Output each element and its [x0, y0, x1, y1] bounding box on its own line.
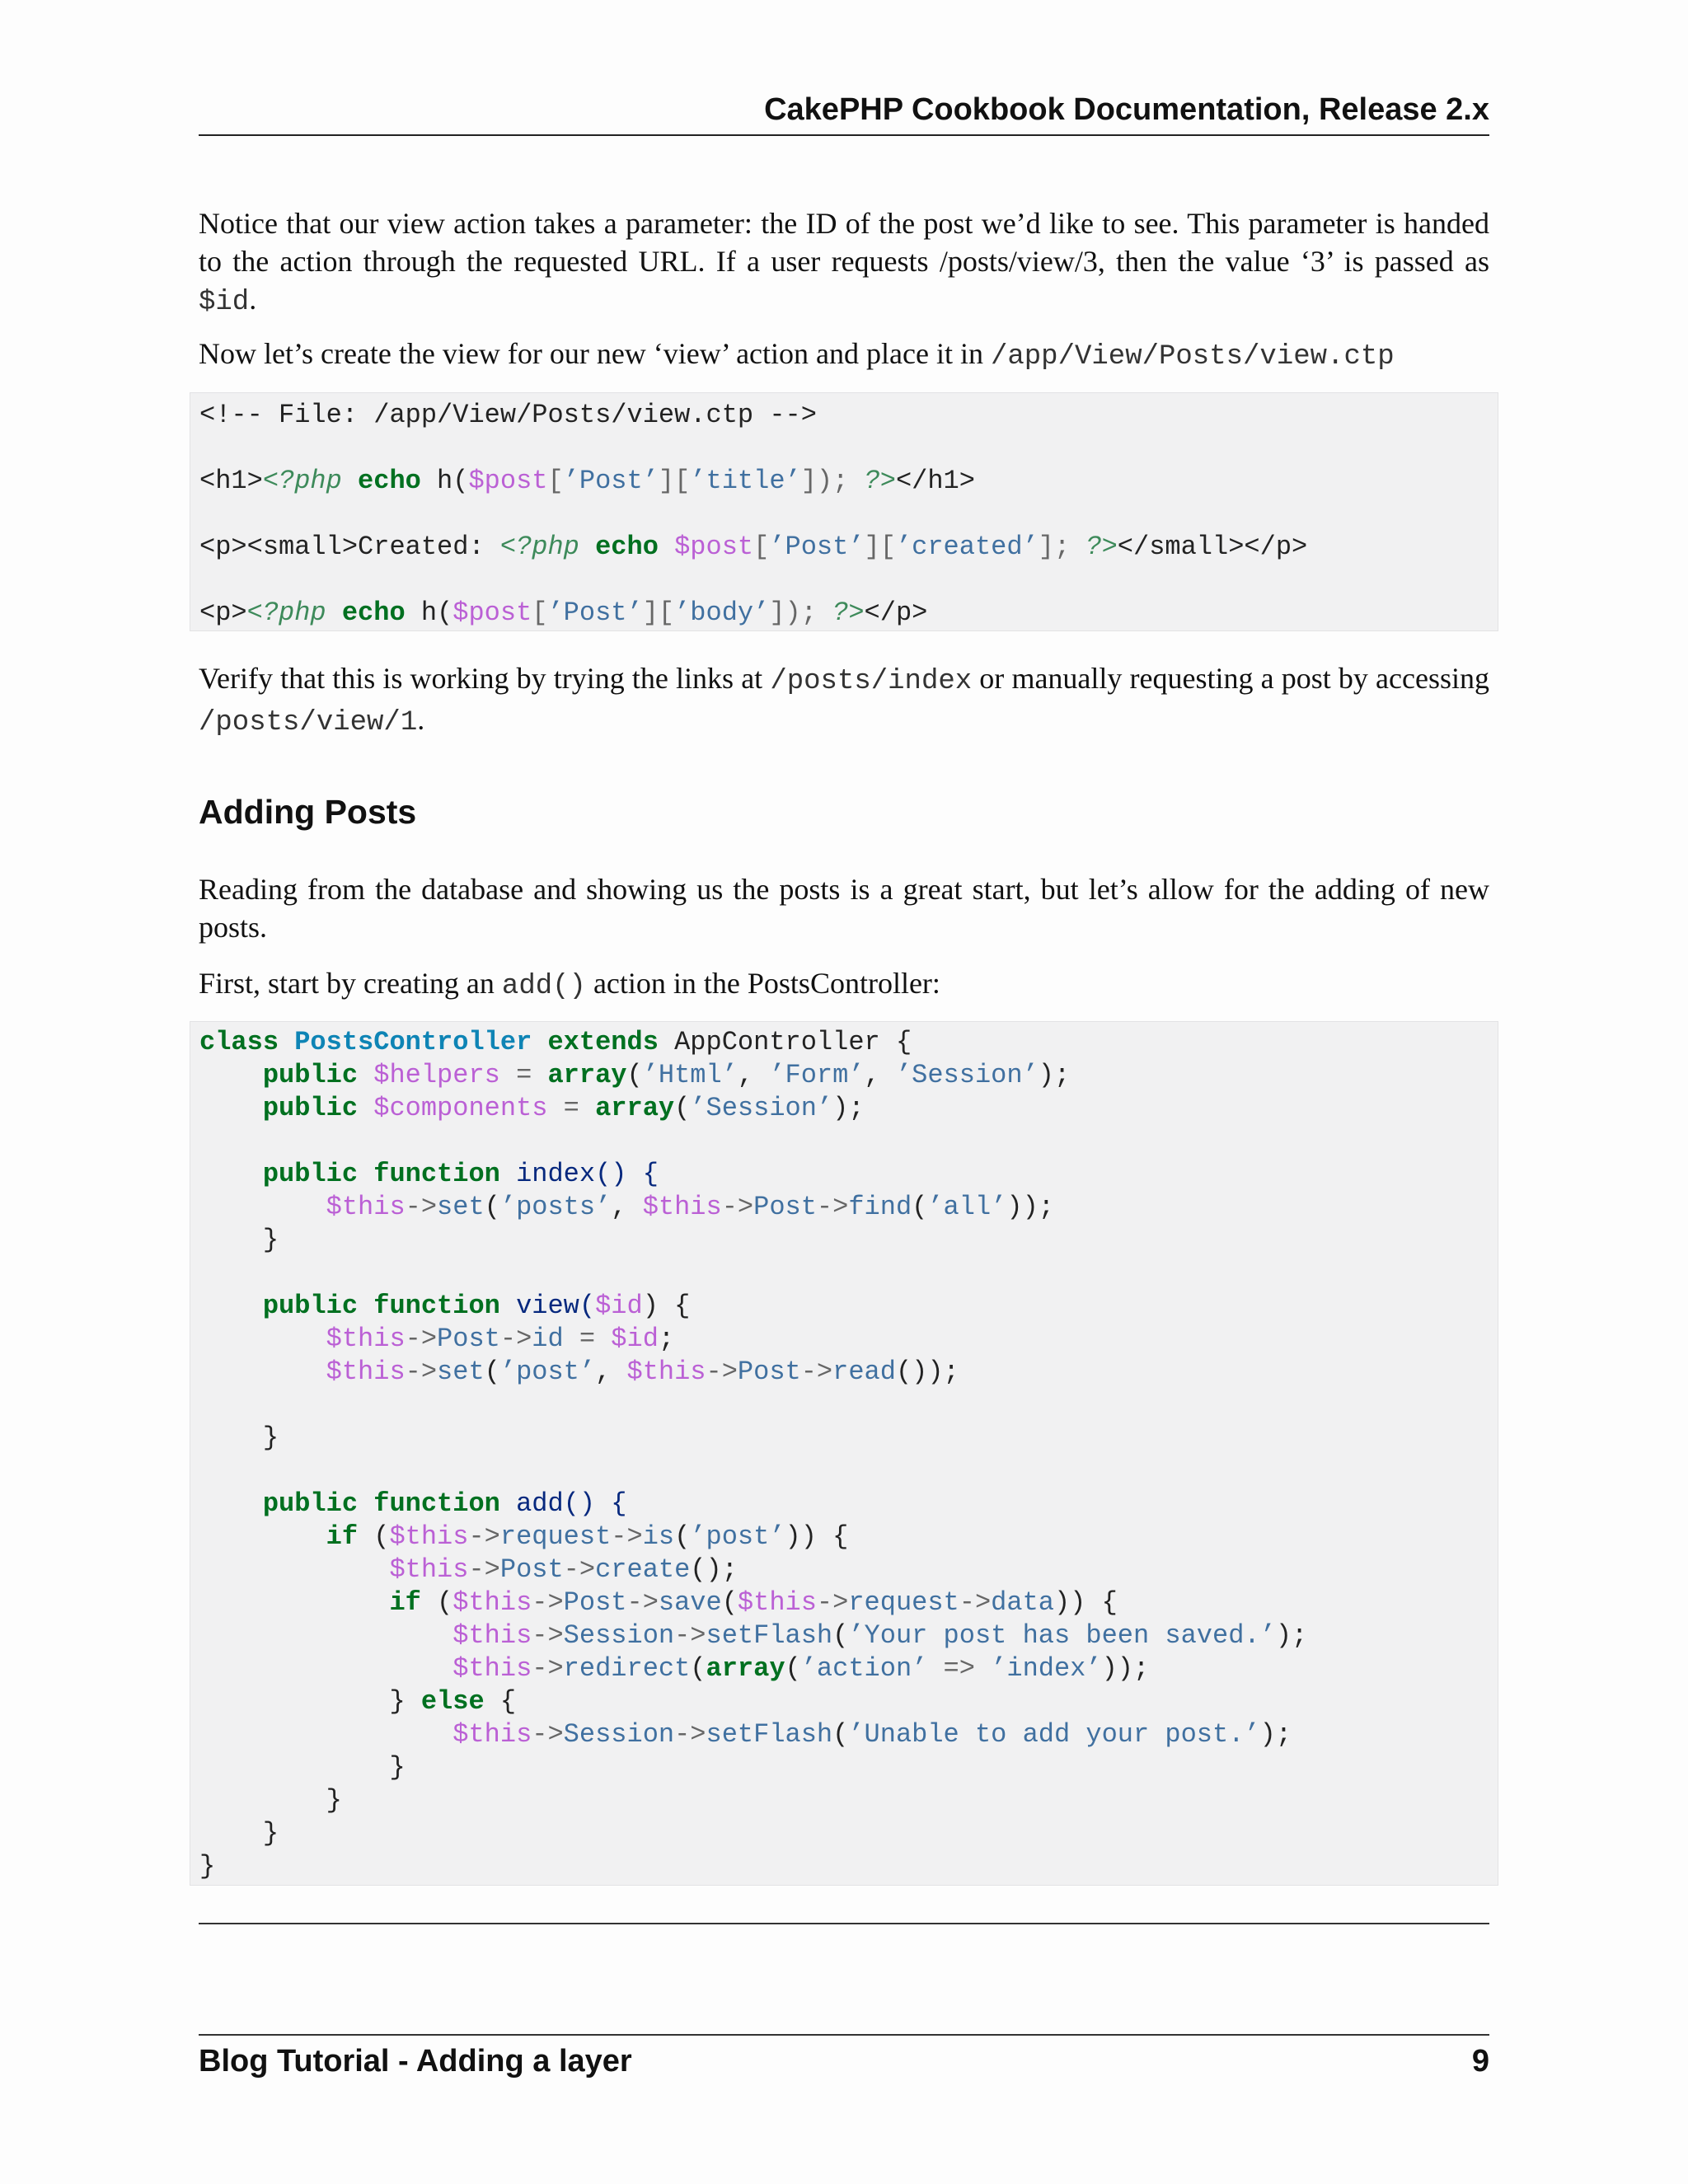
inline-code-add: add(): [501, 971, 586, 1002]
section-end-rule: [199, 1923, 1489, 1924]
add-action-paragraph: First, start by creating an add() action in the PostsController:: [199, 967, 940, 1002]
section-heading-adding-posts: Adding Posts: [199, 793, 417, 831]
footer-rule: [199, 2034, 1489, 2036]
inline-code-path: /app/View/Posts/view.ctp: [990, 341, 1395, 373]
running-header: CakePHP Cookbook Documentation, Release 2.x: [764, 92, 1489, 127]
footer-chapter-title: Blog Tutorial - Adding a layer: [199, 2044, 632, 2079]
controller-code-block: [190, 1021, 1498, 1886]
link-posts-index: /posts/index: [770, 666, 973, 697]
adding-intro-paragraph: Reading from the database and showing us the posts is a great start, but let’s allow for the adding of new posts.: [199, 873, 1489, 944]
inline-code-id: $id: [199, 287, 250, 318]
header-rule: [199, 134, 1489, 136]
view-code: <!-- File: /app/View/Posts/view.ctp --> <h1><?php echo h($post[’Post’][’title’]); ?></h1> <p><small>Created: <?php echo $post[’Post’][’created’]; ?></small></p> <p><?php echo h($post[’Post’][’body’]); ?></p>: [199, 400, 1308, 628]
verify-paragraph: Verify that this is working by trying the links at /posts/index or manually requesting a post by accessing /posts/view/1.: [199, 662, 1489, 738]
intro-paragraph: Notice that our view action takes a parameter: the ID of the post we’d like to see. This parameter is handed to the action through the requested URL. If a user requests /posts/view/3, then the value ‘3’ is passed as $id.: [199, 207, 1489, 318]
link-posts-view: /posts/view/1: [199, 707, 418, 738]
page-number: 9: [1471, 2044, 1489, 2079]
view-code-block: [190, 392, 1498, 631]
view-file-paragraph: Now let’s create the view for our new ‘view’ action and place it in /app/View/Posts/view.ctp: [199, 337, 1395, 373]
controller-code: class PostsController extends AppController { public $helpers = array(’Html’, ’Form’, ’Session’); public $components = array(’Session’); public function index() { $this->set(’posts’, $this->Post->find(’all’)); } public function view($id) { $this->Post->id = $id; $this->set(’post’, $this->Post->read()); } public function add() { if ($this->request->is(’post’)) { $this->Post->create(); if ($this->Post->save($this->request->data)) { $this->Session->setFlash(’Your post has been saved.’); $this->redirect(array(’action’ => ’index’)); } else { $this->Session->setFlash(’Unable to add your post.’); } } } }: [199, 1027, 1308, 1882]
